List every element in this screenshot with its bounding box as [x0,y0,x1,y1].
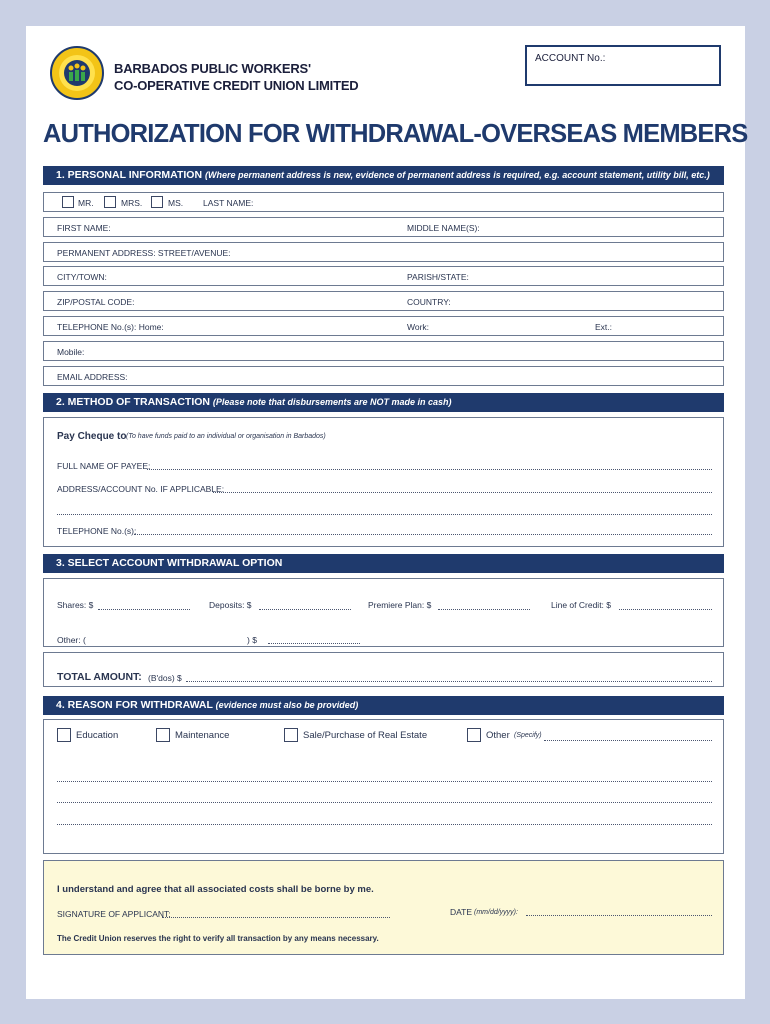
zip-label: ZIP/POSTAL CODE: [57,297,135,307]
shares-label: Shares: $ [57,600,94,610]
payee-telephone-line[interactable] [134,534,712,535]
signature-label: SIGNATURE OF APPLICANT: [57,909,171,919]
pay-cheque-label: Pay Cheque to [57,431,127,442]
middle-name-label: MIDDLE NAME(S): [407,223,480,233]
section3-title: 3. SELECT ACCOUNT WITHDRAWAL OPTION [56,557,283,569]
mr-label: MR. [78,198,94,208]
other-amount-close: ) $ [247,635,257,645]
total-amount-box [43,652,724,687]
section4-header [43,696,724,715]
education-checkbox[interactable] [57,728,71,742]
agreement-box [43,860,724,955]
reason-line-2[interactable] [57,802,712,803]
address-account-label: ADDRESS/ACCOUNT No. IF APPLICABLE: [57,484,225,494]
first-name-row[interactable] [43,217,724,237]
section4-note: (evidence must also be provided) [215,700,359,710]
section1-note: (Where permanent address is new, evidence of permanent address is required, e.g. account statement, utility bill, etc.) [204,170,710,180]
name-title-row [43,192,724,212]
payee-telephone-label: TELEPHONE No.(s): [57,526,137,536]
mr-checkbox[interactable] [62,196,74,208]
account-number-label: ACCOUNT No.: [535,53,606,64]
date-line[interactable] [526,915,712,916]
reason-box [43,719,724,854]
email-label: EMAIL ADDRESS: [57,372,128,382]
specify-line[interactable] [544,740,712,741]
education-label: Education [76,730,119,741]
other-reason-label: Other [486,730,510,741]
real-estate-checkbox[interactable] [284,728,298,742]
section3-header [43,554,724,573]
mobile-row[interactable] [43,341,724,361]
line-credit-amount-line[interactable] [619,609,712,610]
org-name-line2: CO-OPERATIVE CREDIT UNION LIMITED [114,78,359,93]
real-estate-label: Sale/Purchase of Real Estate [303,730,428,741]
section2-note: (Please note that disbursements are NOT made in cash) [212,397,452,407]
maintenance-checkbox[interactable] [156,728,170,742]
maintenance-label: Maintenance [175,730,230,741]
signature-line[interactable] [162,917,390,918]
line-credit-label: Line of Credit: $ [551,600,612,610]
reason-line-3[interactable] [57,824,712,825]
city-row[interactable] [43,266,724,286]
section1-title: 1. PERSONAL INFORMATION [56,169,203,181]
work-label: Work: [407,322,430,332]
ext-label: Ext.: [595,322,613,332]
account-number-field[interactable] [525,45,721,86]
city-label: CITY/TOWN: [57,272,107,282]
parish-label: PARISH/STATE: [407,272,469,282]
country-label: COUNTRY: [407,297,451,307]
transaction-box [43,417,724,547]
other-amount-label: Other: ( [57,635,86,645]
date-format-label: (mm/dd/yyyy): [474,909,518,916]
org-name-line1: BARBADOS PUBLIC WORKERS' [114,61,311,76]
payee-line[interactable] [147,469,712,470]
deposits-amount-line[interactable] [259,609,351,610]
agreement-statement: I understand and agree that all associated costs shall be borne by me. [57,884,374,895]
payee-label: FULL NAME OF PAYEE: [57,461,151,471]
org-name [114,60,359,94]
address-row[interactable] [43,242,724,262]
verification-disclaimer: The Credit Union reserves the right to verify all transaction by any means necessary. [57,934,379,943]
address-label: PERMANENT ADDRESS: STREET/AVENUE: [57,248,231,258]
section1-header [43,166,724,185]
section2-title: 2. METHOD OF TRANSACTION [56,396,210,408]
section4-title: 4. REASON FOR WITHDRAWAL [56,699,213,711]
deposits-label: Deposits: $ [209,600,252,610]
shares-amount-line[interactable] [98,609,190,610]
address-account-line-2[interactable] [57,514,712,515]
premiere-label: Premiere Plan: $ [368,600,432,610]
total-amount-line[interactable] [186,681,712,682]
withdrawal-options-box [43,578,724,647]
email-row[interactable] [43,366,724,386]
other-reason-checkbox[interactable] [467,728,481,742]
form-sheet [26,26,748,999]
ms-checkbox[interactable] [151,196,163,208]
premiere-amount-line[interactable] [438,609,530,610]
date-label: DATE [450,907,473,917]
first-name-label: FIRST NAME: [57,223,111,233]
mrs-label: MRS. [121,198,143,208]
telephone-row[interactable] [43,316,724,336]
section2-header [43,393,724,412]
total-amount-label: TOTAL AMOUNT: [57,671,142,683]
mrs-checkbox[interactable] [104,196,116,208]
other-amount-line[interactable] [268,643,360,644]
zip-row[interactable] [43,291,724,311]
form-title: AUTHORIZATION FOR WITHDRAWAL-OVERSEAS MEMBERS [43,120,748,148]
ms-label: MS. [168,198,184,208]
telephone-label: TELEPHONE No.(s): Home: [57,322,164,332]
last-name-label: LAST NAME: [203,198,254,208]
reason-line-1[interactable] [57,781,712,782]
pay-cheque-note: (To have funds paid to an individual or organisation in Barbados) [126,433,326,440]
total-amount-unit: (B'dos) $ [148,673,182,683]
address-account-line[interactable] [213,492,712,493]
specify-label: (Specify) [514,732,542,739]
mobile-label: Mobile: [57,347,85,357]
credit-union-logo [50,46,104,100]
